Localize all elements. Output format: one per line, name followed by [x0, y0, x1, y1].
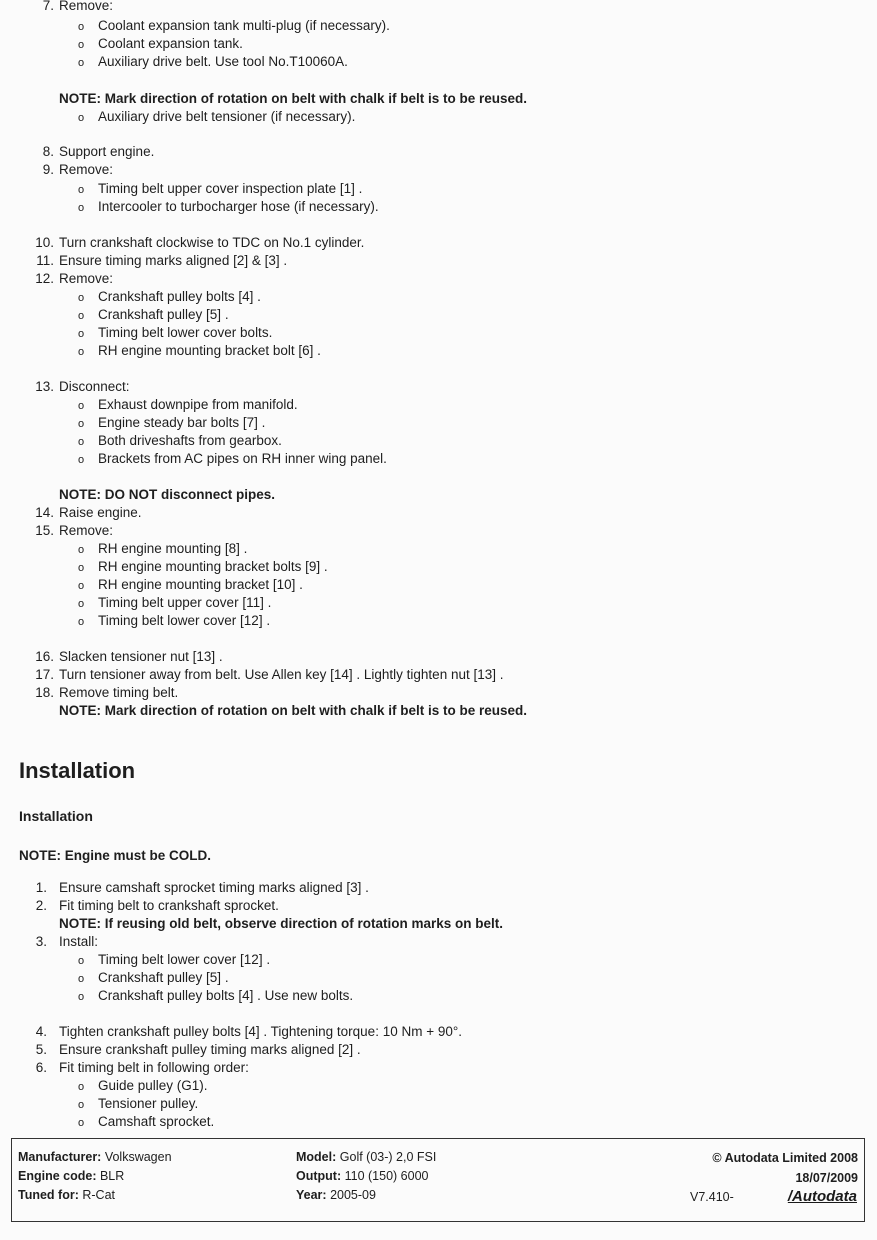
bullet-icon: o	[78, 436, 85, 448]
bullet-icon: o	[78, 973, 85, 985]
bullet-icon: o	[78, 1099, 85, 1111]
bullet-icon: o	[78, 328, 85, 340]
bullet-icon: o	[78, 292, 85, 304]
output: Output: 110 (150) 6000	[296, 1169, 429, 1183]
note: NOTE: Mark direction of rotation on belt with chalk if belt is to be reused.	[59, 91, 528, 106]
bullet-icon: o	[78, 57, 85, 69]
version: V7.410-	[690, 1190, 734, 1204]
bullet-icon: o	[78, 346, 85, 358]
bullet-icon: o	[78, 1117, 85, 1129]
note: NOTE: Engine must be COLD.	[19, 848, 212, 863]
bullet-icon: o	[78, 418, 85, 430]
bullet-icon: o	[78, 21, 85, 33]
bullet-icon: o	[78, 562, 85, 574]
model: Model: Golf (03-) 2,0 FSI	[296, 1150, 437, 1164]
tuned-for: Tuned for: R-Cat	[18, 1188, 116, 1202]
year: Year: 2005-09	[296, 1188, 376, 1202]
bullet-icon: o	[78, 184, 85, 196]
bullet-icon: o	[78, 616, 85, 628]
note: NOTE: Mark direction of rotation on belt with chalk if belt is to be reused.	[59, 703, 528, 718]
bullet-icon: o	[78, 544, 85, 556]
manufacturer: Manufacturer: Volkswagen	[18, 1150, 172, 1164]
bullet-icon: o	[78, 202, 85, 214]
bullet-icon: o	[78, 955, 85, 967]
autodata-logo: /Autodata	[787, 1188, 857, 1205]
engine-code: Engine code: BLR	[18, 1169, 125, 1183]
bullet-icon: o	[78, 112, 85, 124]
bullet-icon: o	[78, 310, 85, 322]
bullet-icon: o	[78, 1081, 85, 1093]
note: NOTE: If reusing old belt, observe direction of rotation marks on belt.	[59, 916, 504, 931]
bullet-icon: o	[78, 580, 85, 592]
bullet-icon: o	[78, 598, 85, 610]
copyright: © Autodata Limited 2008	[712, 1151, 858, 1165]
date: 18/07/2009	[795, 1171, 858, 1185]
bullet-icon: o	[78, 39, 85, 51]
bullet-icon: o	[78, 991, 85, 1003]
note: NOTE: DO NOT disconnect pipes.	[59, 487, 276, 502]
sub-heading: Installation	[19, 808, 93, 824]
bullet-icon: o	[78, 400, 85, 412]
section-heading: Installation	[19, 758, 136, 783]
footer-info-box	[11, 1138, 865, 1222]
bullet-icon: o	[78, 454, 85, 466]
